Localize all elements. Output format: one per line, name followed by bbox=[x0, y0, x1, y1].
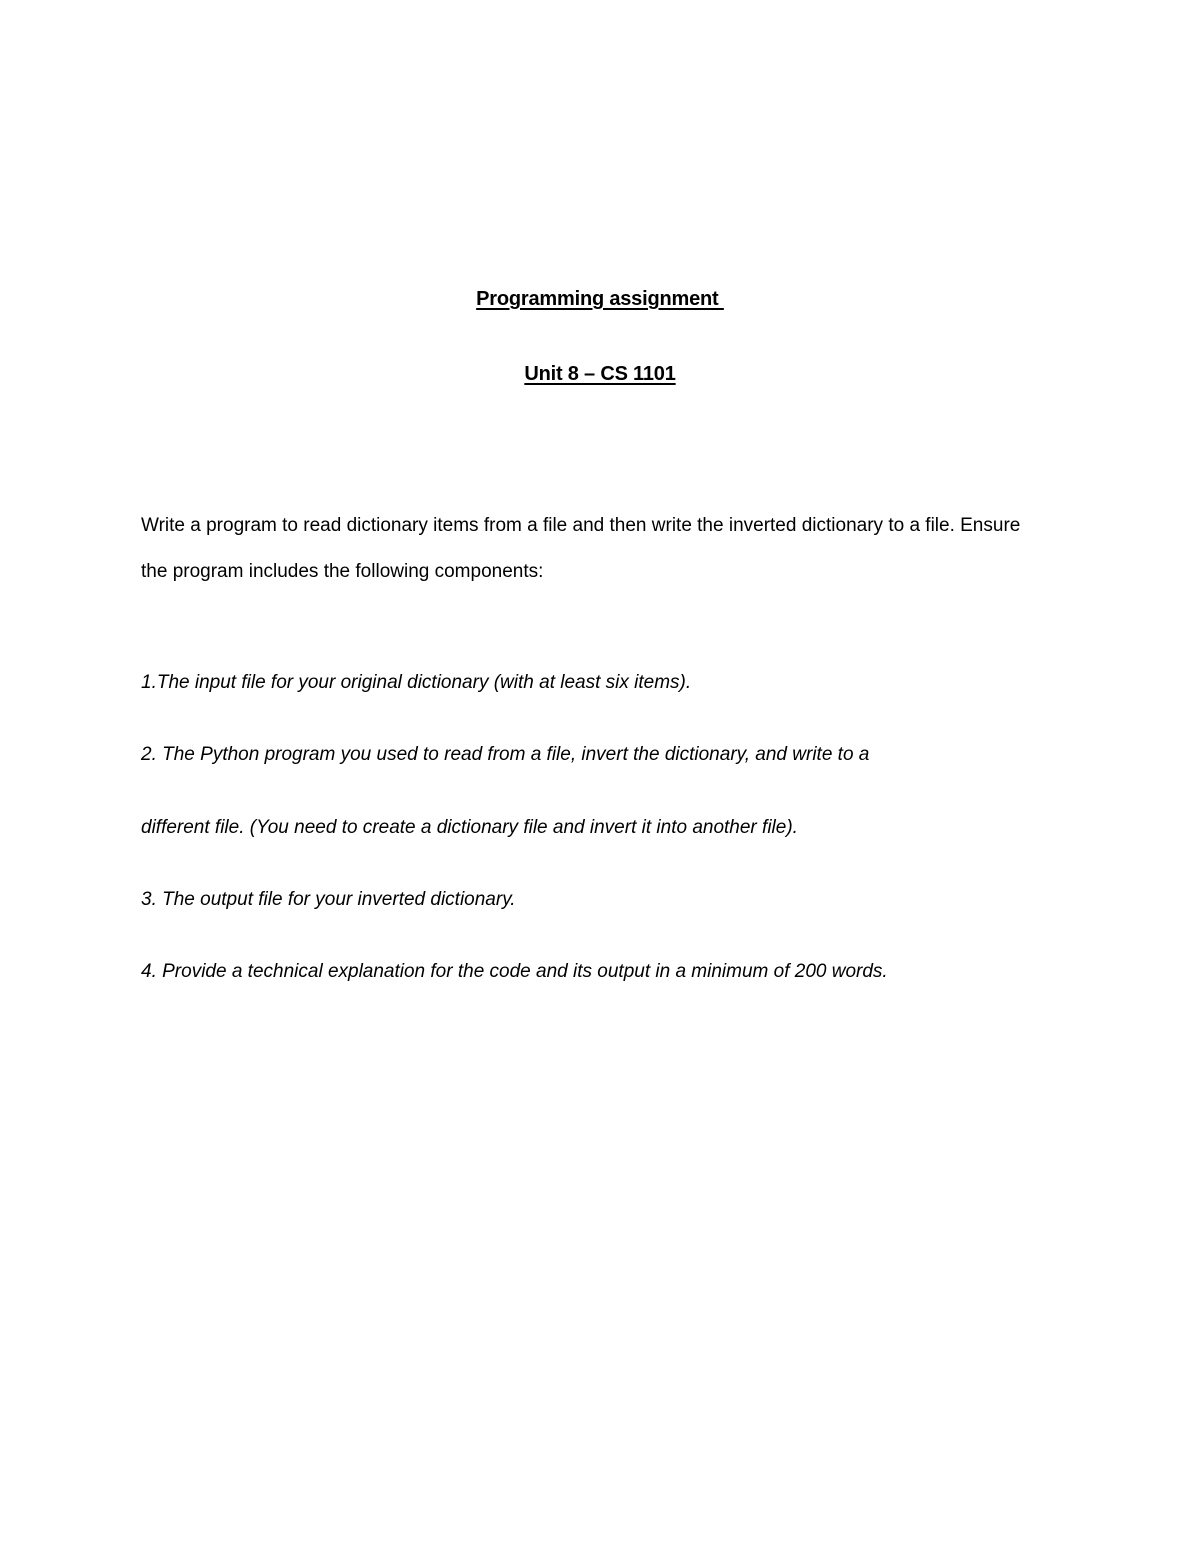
document-title: Programming assignment bbox=[476, 288, 724, 310]
document-subtitle: Unit 8 – CS 1101 bbox=[524, 363, 676, 385]
list-item-continuation: different file. (You need to create a dictionary file and invert it into another file). bbox=[141, 817, 798, 838]
list-item: 1.The input file for your original dictionary (with at least six items). bbox=[141, 672, 692, 693]
list-item: 4. Provide a technical explanation for the code and its output in a minimum of 200 words. bbox=[141, 961, 888, 982]
intro-paragraph: Write a program to read dictionary items from a file and then write the inverted dictionary to a file. Ensure the program includes the following components: bbox=[141, 515, 1021, 582]
list-item: 3. The output file for your inverted dictionary. bbox=[141, 889, 516, 910]
list-item: 2. The Python program you used to read from a file, invert the dictionary, and write to a bbox=[141, 744, 870, 765]
